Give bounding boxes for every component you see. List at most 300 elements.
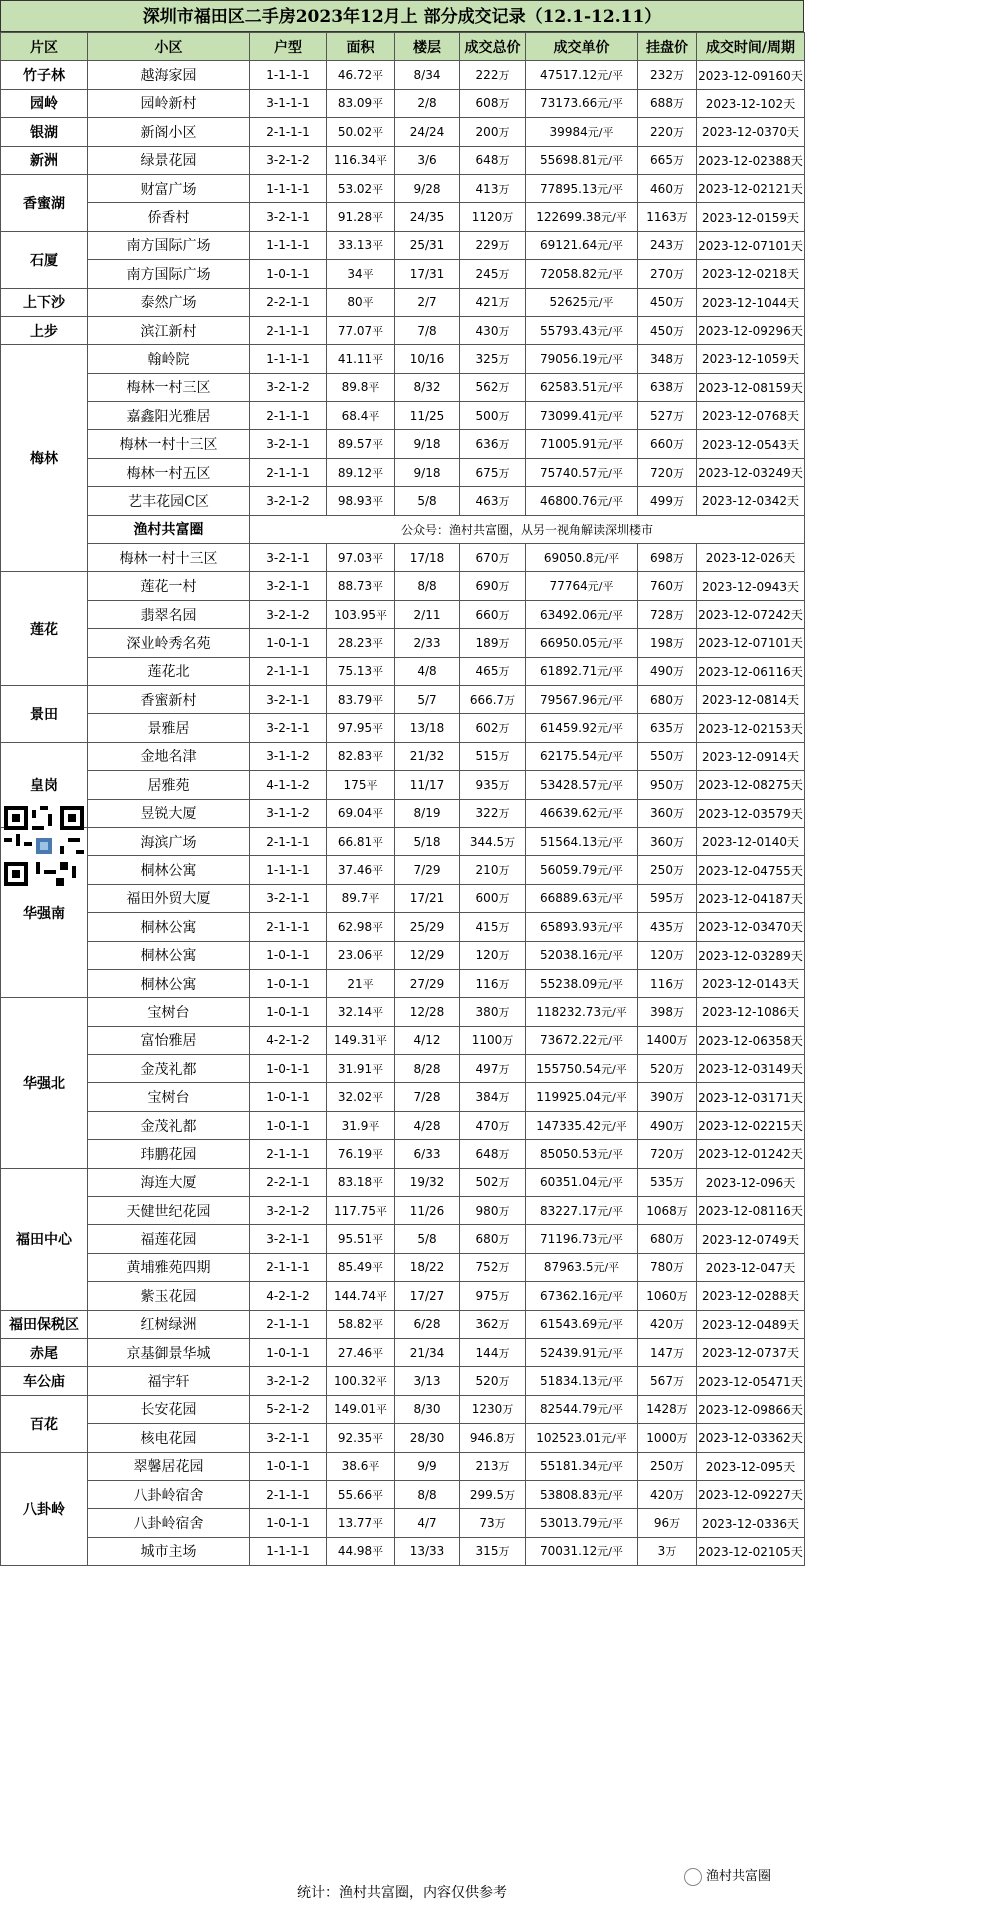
unit-price-cell <box>526 742 638 770</box>
district-cell: 福田保税区 <box>1 1310 88 1338</box>
floor-cell: 17/18 <box>395 544 460 572</box>
listing-price-value: 1163 <box>646 210 677 225</box>
listing-price-cell <box>638 203 697 231</box>
days-unit: 天 <box>790 664 803 679</box>
area-value: 97.03 <box>337 550 373 565</box>
listing-price-cell <box>638 998 697 1026</box>
total-price-value: 648 <box>475 1146 499 1161</box>
listing-price-unit: 万 <box>672 1147 684 1161</box>
days-unit: 天 <box>790 1090 803 1105</box>
area-cell <box>327 685 395 713</box>
total-price-cell <box>460 231 526 259</box>
unit-price-value: 147335.42 <box>536 1118 602 1133</box>
listing-price-value: 435 <box>650 919 673 934</box>
total-price-value: 602 <box>475 721 499 736</box>
table-row <box>1 1253 805 1281</box>
promo-notice-cell: 公众号：渔村共富圈，从另一视角解读深圳楼市 <box>250 515 805 543</box>
brand-tag-label: 渔村共富圈 <box>706 1869 772 1884</box>
unit-price-cell <box>526 1111 638 1139</box>
unit-price-cell <box>526 89 638 117</box>
total-price-unit: 万 <box>498 892 510 906</box>
deal-date: 2023-12-08 <box>698 1204 768 1219</box>
layout-cell: 2-1-1-1 <box>250 458 327 486</box>
date-period-cell <box>697 1395 805 1423</box>
layout-cell: 3-2-1-1 <box>250 1225 327 1253</box>
date-period-cell <box>697 1225 805 1253</box>
estate-cell: 桐林公寓 <box>88 941 250 969</box>
unit-price-cell <box>526 1026 638 1054</box>
area-cell <box>327 458 395 486</box>
total-price-value: 497 <box>475 1061 499 1076</box>
total-price-unit: 万 <box>502 1034 514 1048</box>
listing-price-cell <box>638 61 697 89</box>
area-cell <box>327 1083 395 1111</box>
listing-price-cell <box>638 345 697 373</box>
table-row <box>1 402 805 430</box>
listing-price-cell <box>638 1452 697 1480</box>
days-unit: 天 <box>787 437 800 452</box>
unit-price-cell <box>526 969 638 997</box>
listing-days: 187 <box>767 891 791 906</box>
deal-date: 2023-12-02 <box>698 721 768 736</box>
estate-cell: 梅林一村十三区 <box>88 544 250 572</box>
unit-price-unit: 元/平 <box>597 1545 623 1559</box>
estate-cell: 翡翠名园 <box>88 600 250 628</box>
total-price-cell <box>460 1509 526 1537</box>
listing-days: 160 <box>767 68 791 83</box>
floor-cell: 8/32 <box>395 373 460 401</box>
table-row <box>1 373 805 401</box>
area-value: 85.49 <box>337 1260 373 1275</box>
total-price-unit: 万 <box>498 154 510 168</box>
area-unit: 平 <box>372 1147 384 1161</box>
district-cell: 上步 <box>1 316 88 344</box>
listing-price-unit: 万 <box>672 1488 684 1502</box>
estate-cell: 城市主场 <box>88 1537 250 1565</box>
table-row <box>1 998 805 1026</box>
deal-date: 2023-12-07 <box>701 1232 772 1247</box>
deal-date: 2023-12-01 <box>698 1147 768 1162</box>
date-period-cell <box>697 1282 805 1310</box>
unit-price-value: 55238.09 <box>540 976 598 991</box>
estate-cell: 艺丰花园C区 <box>88 487 250 515</box>
listing-price-unit: 万 <box>672 580 684 594</box>
days-unit: 天 <box>790 806 803 821</box>
area-cell <box>327 1367 395 1395</box>
listing-days: 2 <box>775 96 784 111</box>
deal-date: 2023-12-09 <box>701 579 772 594</box>
listing-price-unit: 万 <box>672 409 684 423</box>
listing-days: 121 <box>767 182 791 197</box>
area-cell <box>327 1282 395 1310</box>
total-price-cell <box>460 146 526 174</box>
area-unit: 平 <box>372 551 384 565</box>
unit-price-cell <box>526 1395 638 1423</box>
total-price-unit: 万 <box>498 778 510 792</box>
listing-price-unit: 万 <box>672 636 684 650</box>
listing-price-cell <box>638 657 697 685</box>
unit-price-unit: 元/平 <box>601 211 627 225</box>
table-row <box>1 288 805 316</box>
area-cell <box>327 913 395 941</box>
total-price-unit: 万 <box>498 1005 510 1019</box>
area-value: 32.02 <box>337 1090 373 1105</box>
unit-price-value: 67362.16 <box>540 1288 598 1303</box>
estate-cell: 翠馨居花园 <box>88 1452 250 1480</box>
unit-price-unit: 元/平 <box>587 580 614 594</box>
area-value: 31.91 <box>337 1061 373 1076</box>
area-value: 175 <box>343 777 367 792</box>
area-value: 50.02 <box>337 124 373 139</box>
total-price-unit: 万 <box>504 835 516 849</box>
listing-days: 866 <box>767 1402 791 1417</box>
listing-price-unit: 万 <box>672 608 684 622</box>
unit-price-cell <box>526 61 638 89</box>
total-price-unit: 万 <box>498 1147 510 1161</box>
total-price-value: 430 <box>475 323 499 338</box>
deal-date: 2023-12-09 <box>698 324 768 339</box>
days-unit: 天 <box>787 693 800 708</box>
layout-cell: 2-1-1-1 <box>250 657 327 685</box>
area-unit: 平 <box>372 466 384 480</box>
listing-price-unit: 万 <box>672 239 684 253</box>
area-cell <box>327 1197 395 1225</box>
listing-price-value: 147 <box>650 1345 673 1360</box>
days-unit: 天 <box>787 210 800 225</box>
unit-price-value: 102523.01 <box>536 1430 602 1445</box>
listing-price-value: 420 <box>650 1317 673 1332</box>
total-price-value: 752 <box>475 1260 499 1275</box>
listing-price-value: 490 <box>650 664 673 679</box>
area-value: 34 <box>347 266 363 281</box>
layout-cell: 3-2-1-2 <box>250 600 327 628</box>
date-period-cell <box>697 657 805 685</box>
total-price-value: 680 <box>475 1232 499 1247</box>
area-cell <box>327 856 395 884</box>
days-unit: 天 <box>790 1488 803 1503</box>
days-unit: 天 <box>790 863 803 878</box>
district-cell: 华强北 <box>1 998 88 1168</box>
listing-days: 275 <box>767 778 791 793</box>
unit-price-unit: 元/平 <box>597 97 623 111</box>
estate-cell: 深业岭秀名苑 <box>88 629 250 657</box>
date-period-cell <box>697 998 805 1026</box>
listing-price-value: 348 <box>650 351 673 366</box>
estate-cell: 京基御景华城 <box>88 1338 250 1366</box>
date-period-cell <box>697 629 805 657</box>
layout-cell: 1-0-1-1 <box>250 941 327 969</box>
total-price-value: 229 <box>475 238 499 253</box>
col-header-floor: 楼层 <box>395 33 460 61</box>
area-cell <box>327 998 395 1026</box>
total-price-unit: 万 <box>498 1062 510 1076</box>
table-row <box>1 487 805 515</box>
unit-price-cell <box>526 856 638 884</box>
listing-price-value: 635 <box>650 721 673 736</box>
unit-price-unit: 元/平 <box>597 154 623 168</box>
area-value: 13.77 <box>337 1516 373 1530</box>
total-price-cell <box>460 1338 526 1366</box>
layout-cell: 5-2-1-2 <box>250 1395 327 1423</box>
listing-price-unit: 万 <box>672 750 684 764</box>
layout-cell: 1-1-1-1 <box>250 1537 327 1565</box>
layout-cell: 2-1-1-1 <box>250 1253 327 1281</box>
estate-cell: 玮鹏花园 <box>88 1140 250 1168</box>
unit-price-unit: 元/平 <box>601 1062 627 1076</box>
listing-price-value: 198 <box>650 635 673 650</box>
unit-price-cell <box>526 827 638 855</box>
table-row <box>1 714 805 742</box>
total-price-value: 222 <box>475 68 499 83</box>
days-unit: 天 <box>790 778 803 793</box>
estate-cell: 居雅苑 <box>88 771 250 799</box>
unit-price-value: 118232.73 <box>536 1004 602 1019</box>
estate-cell: 富怡雅居 <box>88 1026 250 1054</box>
listing-price-cell <box>638 458 697 486</box>
total-price-value: 210 <box>475 863 499 878</box>
floor-cell: 18/22 <box>395 1253 460 1281</box>
unit-price-cell <box>526 260 638 288</box>
unit-price-unit: 元/平 <box>597 409 623 423</box>
unit-price-cell <box>526 685 638 713</box>
col-header-district: 片区 <box>1 33 88 61</box>
date-period-cell <box>697 1509 805 1537</box>
area-value: 68.4 <box>341 408 369 423</box>
table-row <box>1 913 805 941</box>
area-value: 21 <box>347 976 363 991</box>
layout-cell: 2-1-1-1 <box>250 827 327 855</box>
unit-price-value: 62175.54 <box>540 749 598 764</box>
area-cell <box>327 203 395 231</box>
estate-cell: 财富广场 <box>88 174 250 202</box>
listing-price-cell <box>638 629 697 657</box>
table-row <box>1 345 805 373</box>
days-unit: 天 <box>787 494 800 509</box>
listing-price-unit: 万 <box>672 693 684 707</box>
total-price-cell <box>460 572 526 600</box>
listing-price-cell <box>638 402 697 430</box>
listing-price-cell <box>638 856 697 884</box>
unit-price-value: 79567.96 <box>540 692 598 707</box>
unit-price-unit: 元/平 <box>597 892 623 906</box>
listing-days: 37 <box>771 1346 787 1361</box>
listing-days: 470 <box>767 920 791 935</box>
area-unit: 平 <box>376 154 387 168</box>
total-price-cell <box>460 1367 526 1395</box>
area-unit: 平 <box>372 1488 384 1502</box>
days-unit: 天 <box>790 608 803 622</box>
floor-cell: 17/27 <box>395 1282 460 1310</box>
estate-cell: 园岭新村 <box>88 89 250 117</box>
unit-price-unit: 元/平 <box>597 1289 623 1303</box>
unit-price-unit: 元/平 <box>597 807 623 821</box>
floor-cell: 2/7 <box>395 288 460 316</box>
date-period-cell <box>697 1452 805 1480</box>
total-price-unit: 万 <box>498 324 510 338</box>
total-price-cell <box>460 316 526 344</box>
listing-price-unit: 万 <box>672 97 684 111</box>
listing-price-cell <box>638 288 697 316</box>
floor-cell: 11/25 <box>395 402 460 430</box>
deal-date: 2023-12-07 <box>698 608 768 622</box>
area-cell <box>327 969 395 997</box>
layout-cell: 1-0-1-1 <box>250 1083 327 1111</box>
total-price-value: 690 <box>475 579 499 594</box>
listing-price-cell <box>638 1424 697 1452</box>
listing-price-cell <box>638 1282 697 1310</box>
listing-days: 86 <box>771 1005 787 1020</box>
area-cell <box>327 1253 395 1281</box>
layout-cell: 1-1-1-1 <box>250 856 327 884</box>
unit-price-value: 61543.69 <box>540 1317 598 1332</box>
unit-price-unit: 元/平 <box>597 693 623 707</box>
area-unit: 平 <box>372 125 384 139</box>
unit-price-value: 62583.51 <box>540 380 598 395</box>
district-cell: 赤尾 <box>1 1338 88 1366</box>
estate-cell: 金茂礼都 <box>88 1111 250 1139</box>
total-price-value: 648 <box>475 153 499 168</box>
unit-price-cell <box>526 799 638 827</box>
deal-date: 2023-12-04 <box>705 1260 776 1275</box>
unit-price-unit: 元/平 <box>597 920 623 934</box>
total-price-unit: 万 <box>498 182 510 196</box>
listing-price-cell <box>638 1367 697 1395</box>
area-cell <box>327 1026 395 1054</box>
deal-date: 2023-12-03 <box>701 494 772 509</box>
total-price-cell <box>460 430 526 458</box>
unit-price-value: 119925.04 <box>536 1090 602 1105</box>
listing-days: 14 <box>771 749 787 764</box>
area-value: 89.8 <box>341 380 369 395</box>
area-cell <box>327 316 395 344</box>
listing-price-cell <box>638 1197 697 1225</box>
table-row <box>1 1026 805 1054</box>
days-unit: 天 <box>787 125 800 140</box>
table-row <box>1 1083 805 1111</box>
total-price-cell <box>460 1140 526 1168</box>
estate-cell: 紫玉花园 <box>88 1282 250 1310</box>
total-price-cell <box>460 742 526 770</box>
unit-price-unit: 元/平 <box>597 1318 623 1332</box>
date-period-cell <box>697 203 805 231</box>
unit-price-cell <box>526 146 638 174</box>
unit-price-unit: 元/平 <box>597 608 623 622</box>
deal-date: 2023-12-10 <box>705 96 776 111</box>
total-price-unit: 万 <box>502 1403 514 1417</box>
unit-price-value: 122699.38 <box>536 210 602 225</box>
table-row <box>1 1537 805 1565</box>
listing-price-value: 450 <box>650 323 673 338</box>
area-cell <box>327 1452 395 1480</box>
date-period-cell <box>697 1367 805 1395</box>
area-unit: 平 <box>372 1318 384 1332</box>
unit-price-cell <box>526 629 638 657</box>
unit-price-cell <box>526 1424 638 1452</box>
listing-price-cell <box>638 1140 697 1168</box>
listing-price-value: 1400 <box>646 1033 677 1048</box>
listing-price-value: 720 <box>650 1146 673 1161</box>
table-row <box>1 1480 805 1508</box>
area-value: 37.46 <box>337 863 373 878</box>
total-price-value: 675 <box>475 465 499 480</box>
total-price-value: 344.5 <box>469 834 505 849</box>
unit-price-cell <box>526 458 638 486</box>
unit-price-cell <box>526 884 638 912</box>
unit-price-cell <box>526 1367 638 1395</box>
district-cell: 香蜜湖 <box>1 174 88 231</box>
floor-cell: 3/13 <box>395 1367 460 1395</box>
total-price-unit: 万 <box>498 466 510 480</box>
total-price-value: 1120 <box>471 210 503 225</box>
unit-price-cell <box>526 1310 638 1338</box>
total-price-unit: 万 <box>498 1545 510 1559</box>
table-row <box>1 89 805 117</box>
listing-price-cell <box>638 1168 697 1196</box>
area-value: 32.14 <box>337 1004 373 1019</box>
listing-price-value: 760 <box>650 579 673 594</box>
layout-cell: 3-1-1-2 <box>250 799 327 827</box>
deal-date: 2023-12-09 <box>698 68 768 83</box>
listing-price-value: 220 <box>650 124 673 139</box>
unit-price-cell <box>526 203 638 231</box>
area-cell <box>327 1395 395 1423</box>
listing-price-cell <box>638 913 697 941</box>
days-unit: 天 <box>790 466 803 481</box>
unit-price-cell <box>526 430 638 458</box>
unit-price-value: 75740.57 <box>540 465 598 480</box>
estate-cell: 桐林公寓 <box>88 913 250 941</box>
layout-cell: 2-2-1-1 <box>250 1168 327 1196</box>
listing-price-unit: 万 <box>672 182 684 196</box>
date-period-cell <box>697 1055 805 1083</box>
area-cell <box>327 799 395 827</box>
total-price-cell <box>460 1055 526 1083</box>
area-unit: 平 <box>362 267 374 281</box>
listing-price-value: 1060 <box>646 1288 677 1303</box>
unit-price-value: 61892.71 <box>540 664 598 679</box>
date-period-cell <box>697 231 805 259</box>
unit-price-value: 83227.17 <box>540 1203 598 1218</box>
table-row <box>1 544 805 572</box>
area-value: 53.02 <box>337 181 373 196</box>
area-unit: 平 <box>372 352 384 366</box>
listing-price-value: 250 <box>650 1459 673 1474</box>
date-period-cell <box>697 89 805 117</box>
unit-price-cell <box>526 998 638 1026</box>
floor-cell: 9/9 <box>395 1452 460 1480</box>
estate-cell: 南方国际广场 <box>88 260 250 288</box>
listing-price-value: 688 <box>650 96 673 111</box>
unit-price-cell <box>526 1253 638 1281</box>
unit-price-value: 61459.92 <box>540 721 598 736</box>
area-unit: 平 <box>372 1062 384 1076</box>
floor-cell: 8/30 <box>395 1395 460 1423</box>
total-price-value: 980 <box>475 1203 499 1218</box>
area-cell <box>327 61 395 89</box>
estate-cell: 八卦岭宿舍 <box>88 1480 250 1508</box>
layout-cell: 1-0-1-1 <box>250 1509 327 1537</box>
listing-price-value: 460 <box>650 181 673 196</box>
listing-price-value: 490 <box>650 1118 673 1133</box>
area-value: 44.98 <box>337 1544 373 1559</box>
table-row <box>1 1168 805 1196</box>
listing-days: 43 <box>771 579 787 594</box>
date-period-cell <box>697 856 805 884</box>
unit-price-value: 47517.12 <box>540 68 598 83</box>
date-period-cell <box>697 771 805 799</box>
listing-days: 18 <box>771 267 787 282</box>
listing-price-cell <box>638 373 697 401</box>
